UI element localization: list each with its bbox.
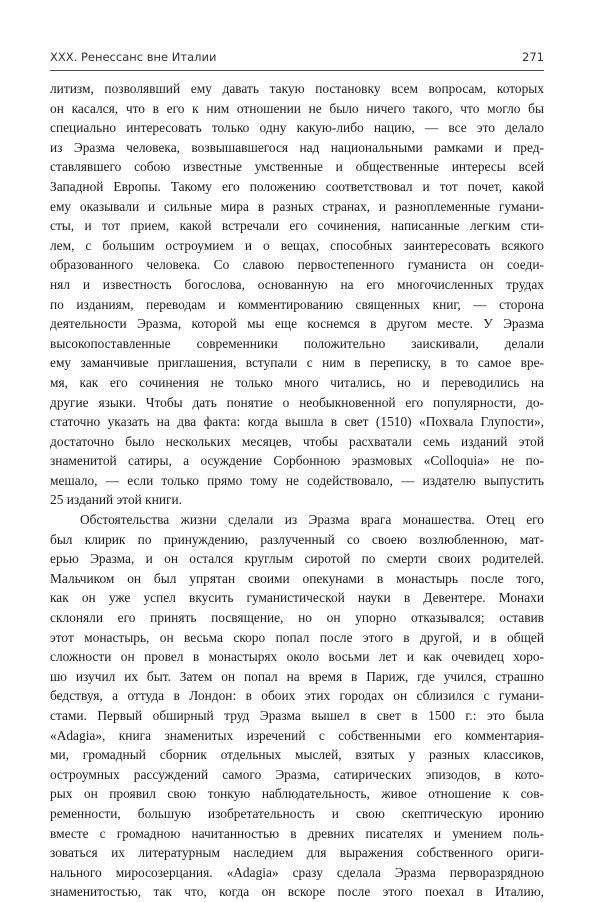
text-line: зоваться их литературным наследием для выражения собственного ориги- <box>50 845 544 861</box>
text-line: образованного человека. Со славою первостепенного гуманиста он соеди- <box>50 257 544 273</box>
text-line: ему заманчивые приглашения, вступали с ним в переписку, в то самое вре- <box>50 355 544 371</box>
text-line: сты, и тот прием, какой встречали его сочинения, написанные легким сти- <box>50 218 544 234</box>
text-line: как он уже успел вкусить гуманистической науки в Девентере. Монахи <box>50 590 544 606</box>
text-line: стами. Первый обширный труд Эразма вышел в свет в 1500 г.: это была <box>50 708 544 723</box>
text-line: знаменитостью, так что, когда он вскоре после этого поехал в Италию, <box>50 884 544 900</box>
body-text <box>50 79 544 902</box>
text-line: рых он проявил свою тонкую наблюдательность, живое отношение к сов- <box>50 786 544 802</box>
text-line: по изданиям, переводам и комментированию священных книг, — сторона <box>50 296 544 312</box>
text-line: нял и известность богослова, основанную на его многочисленных трудах <box>50 276 544 292</box>
text-line: мешало, — если только прямо тому не содействовало, — издателю выпустить <box>50 472 544 488</box>
text-line: Западной Европы. Такому его положению соответствовал и тот почет, какой <box>50 178 544 194</box>
text-line: деятельности Эразма, которой мы еще коснемся в другом месте. У Эразма <box>50 316 544 332</box>
text-line: высокопоставленные современники положительно заискивали, делали <box>50 335 544 351</box>
text-line: был клирик по принуждению, разлученный со своею возлюбленною, мат- <box>50 531 544 547</box>
text-line: Мальчиком он был упрятан своими опекунами в монастырь после того, <box>50 570 544 586</box>
text-line: ерью Эразма, и он остался круглым сиротой по смерти своих родителей. <box>50 551 544 567</box>
text-line: ему оказывали и сильные мира в разных странах, и разноплеменные гумани- <box>50 198 544 214</box>
text-line: мя, как его сочинения не только много читались, но и переводились на <box>50 374 544 390</box>
text-line: специально интересовать только одну какую-либо нацию, — все это делало <box>50 120 544 136</box>
text-line: знаменитой сатиры, а осуждение Сорбонною эразмовых «Colloquia» не по- <box>50 453 544 469</box>
text-line: ставлявшего собою известные умственные и общественные интересы всей <box>50 159 544 175</box>
running-header <box>50 50 544 71</box>
text-line: склоняли его принять посвящение, но он упорно отказывался; оставив <box>50 610 544 626</box>
page-number: 271 <box>522 50 544 64</box>
text-line: нального миросозерцания. «Adagia» сразу сделала Эразма перворазрядною <box>50 864 544 880</box>
text-line: достаточно было нескольких месяцев, чтобы расхватали семь изданий этой <box>50 433 544 449</box>
text-line: 25 изданий этой книги. <box>50 492 183 508</box>
paragraph-1 <box>50 79 544 510</box>
text-line: ми, громадный сборник отдельных мыслей, взятых у разных классиков, <box>50 747 544 763</box>
chapter-title: XXX. Ренессанс вне Италии <box>50 50 217 64</box>
text-line: Обстоятельства жизни сделали из Эразма врага монашества. Отец его <box>80 512 544 528</box>
text-line: другие языки. Чтобы дать понятие о необыкновенной его популярности, до- <box>50 394 544 410</box>
text-line: шо изучил их быт. Затем он попал на время в Париж, где учился, страшно <box>50 668 544 684</box>
text-line: вместе с громадною начитанностью в древних писателях и умением поль- <box>50 825 544 841</box>
text-line: «Adagia», книга знаменитых изречений с собственными его комментария- <box>50 727 544 743</box>
text-line: этот монастырь, он весьма скоро попал после этого в другой, и в общей <box>50 629 544 645</box>
text-line: литизм, позволявший ему давать такую постановку всем вопросам, которых <box>50 81 544 96</box>
paragraph-2 <box>50 510 544 902</box>
text-line: ременности, большую изобретательность и свою скептическую иронию <box>50 805 544 821</box>
text-line: остроумных рассуждений самого Эразма, сатирических эпизодов, в кото- <box>50 766 544 782</box>
text-line: он касался, что в его к ним отношении не было ничего такого, что могло бы <box>50 100 544 116</box>
text-line: из Эразма человека, возвышавшегося над национальными рамками и пред- <box>50 139 544 155</box>
text-line: бедствуя, а оттуда в Лондон: в обоих этих городах он сблизился с гумани- <box>50 688 544 704</box>
text-line: статочно указать на два факта: когда вышла в свет (1510) «Похвала Глупости», <box>50 414 544 430</box>
text-line: сложности он провел в монастырях около восьми лет и как очевидец хоро- <box>50 649 544 665</box>
text-line: лем, с большим остроумием и о вещах, способных заинтересовать всякого <box>50 237 544 253</box>
